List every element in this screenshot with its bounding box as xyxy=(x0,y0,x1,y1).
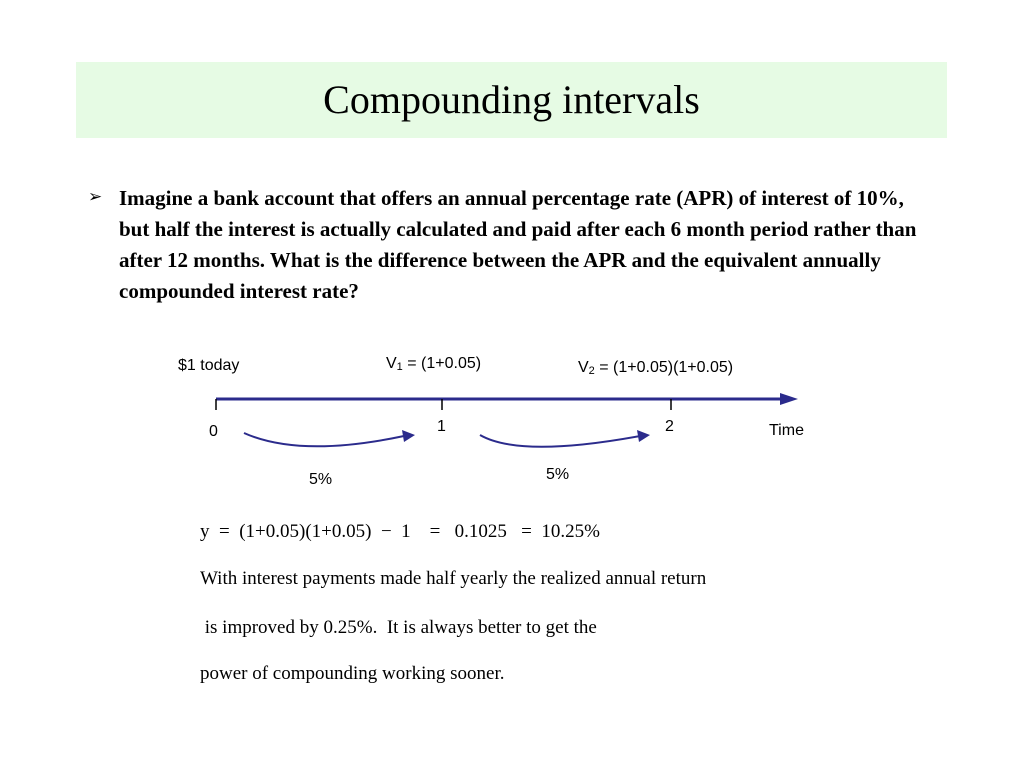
time-axis-label: Time xyxy=(769,422,804,439)
v2-subscript: 2 xyxy=(588,365,595,377)
tick-label-1: 1 xyxy=(437,418,446,435)
bullet-point xyxy=(88,183,938,307)
compounding-arrow-1 xyxy=(244,433,404,446)
yield-equation: y = (1+0.05)(1+0.05) − 1 = 0.1025 = 10.25% xyxy=(200,521,600,542)
rate-label-2: 5% xyxy=(546,466,570,483)
v1-subscript: 1 xyxy=(396,361,403,373)
compounding-arrow-2 xyxy=(480,435,640,447)
tick-label-2: 2 xyxy=(665,418,674,435)
bullet-text: Imagine a bank account that offers an annual percentage rate (APR) of interest of 10%, but half the interest is actually calculated and paid after each 6 month period rather than after 12 months. What is the difference between the APR and the equivalent annually compounded interest rate? xyxy=(119,186,917,303)
v2-expression: = (1+0.05)(1+0.05) xyxy=(594,359,734,376)
compounding-arrow-1-head xyxy=(402,430,415,442)
arrow-bullet-icon: ➢ xyxy=(88,187,103,207)
v1-var: V xyxy=(386,355,397,372)
v1-expression: = (1+0.05) xyxy=(402,355,482,372)
v2-var: V xyxy=(578,359,589,376)
timeline-axis-arrowhead xyxy=(780,393,798,405)
tick-label-0: 0 xyxy=(209,423,218,440)
explanation-line-1: With interest payments made half yearly the realized annual return xyxy=(200,568,707,589)
compounding-arrow-2-head xyxy=(637,430,650,442)
slide-title: Compounding intervals xyxy=(323,76,700,122)
v1-label xyxy=(386,355,481,373)
explanation-line-2: is improved by 0.25%. It is always better to get the xyxy=(200,617,597,638)
today-label: $1 today xyxy=(178,357,240,374)
v2-label xyxy=(578,359,733,377)
explanation-line-3: power of compounding working sooner. xyxy=(200,663,505,684)
rate-label-1: 5% xyxy=(309,471,333,488)
title-banner xyxy=(76,62,947,138)
